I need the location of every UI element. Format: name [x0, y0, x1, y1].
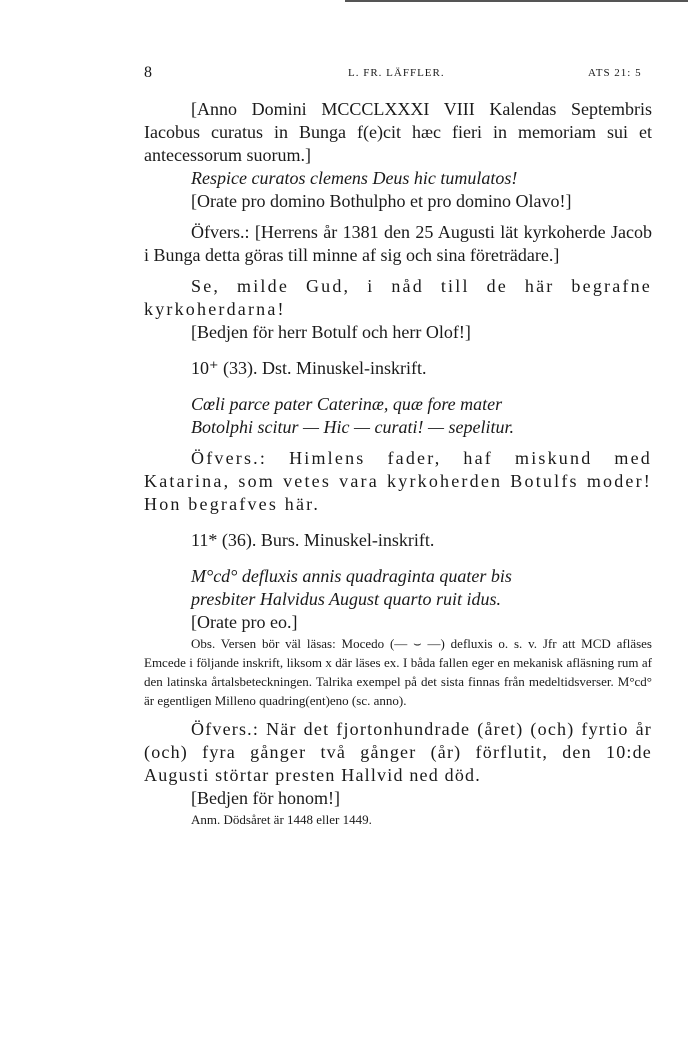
latin-inscription-text: [Anno Domini MCCCLXXXI VIII Kalendas Septembris Iacobus curatus in Bunga f(e)cit hæc fieri in memoriam sui et antecessorum suorum.]: [144, 99, 652, 165]
page-body: [144, 98, 652, 829]
verse-block-10: [144, 393, 652, 439]
latin-prayer: [Orate pro domino Bothulpho et pro domino Olavo!]: [191, 191, 572, 211]
latin-verse: Respice curatos clemens Deus hic tumulatos!: [191, 168, 518, 188]
inscription-heading-10: 10⁺ (33). Dst. Minuskel-inskrift.: [191, 358, 427, 378]
translation-prayer: [Bedjen för honom!]: [191, 788, 340, 808]
verse-line: M°cd° defluxis annis quadraginta quater bis: [191, 566, 512, 586]
verse-line: Cœli parce pater Caterinæ, quæ fore mater: [191, 394, 503, 414]
top-rule: [345, 0, 688, 2]
obs-note: Obs. Versen bör väl läsas: Mocedo (— ⌣ —) defluxis o. s. v. Jfr att MCD afläses Emcede i följande inskrift, liksom x där läses ex. I båda fallen eger en mekanisk afläsning rum af den latinska årtalsbeteckningen. Talrika exempel på det sista finnas från medeltidsverser. M°cd° är egentligen Milleno quadring(ent)eno (sc. anno).: [144, 636, 652, 708]
translation-paragraph: Öfvers.: [Herrens år 1381 den 25 Augusti lät kyrkoherde Jacob i Bunga detta göras till minne af sig och sina företrädare.]: [144, 222, 652, 265]
series-reference: ATS 21: 5: [588, 67, 642, 79]
verse-line: Botolphi scitur — Hic — curati! — sepelitur.: [191, 417, 514, 437]
verse-line: presbiter Halvidus August quarto ruit idus.: [191, 589, 502, 609]
verse-line: [Orate pro eo.]: [191, 612, 298, 632]
running-author: L. FR. LÄFFLER.: [348, 67, 445, 79]
translation-paragraph: Öfvers.: Himlens fader, haf miskund med Katarina, som vetes vara kyrkoherden Botulfs moder! Hon begrafves här.: [144, 448, 652, 514]
running-header: [0, 64, 688, 84]
verse-block-11: [144, 565, 652, 634]
page-number: 8: [144, 64, 152, 81]
translation-verse: Se, milde Gud, i nåd till de här begrafne kyrkoherdarna!: [144, 276, 652, 319]
inscription-heading-11: 11* (36). Burs. Minuskel-inskrift.: [191, 530, 435, 550]
anm-note: Anm. Dödsåret är 1448 eller 1449.: [191, 812, 372, 827]
translation-paragraph: Öfvers.: När det fjortonhundrade (året) (och) fyrtio år (och) fyra gånger två gånger (år) förflutit, den 10:de Augusti störtar presten Hallvid ned död.: [144, 719, 652, 785]
translation-prayer: [Bedjen för herr Botulf och herr Olof!]: [191, 322, 471, 342]
